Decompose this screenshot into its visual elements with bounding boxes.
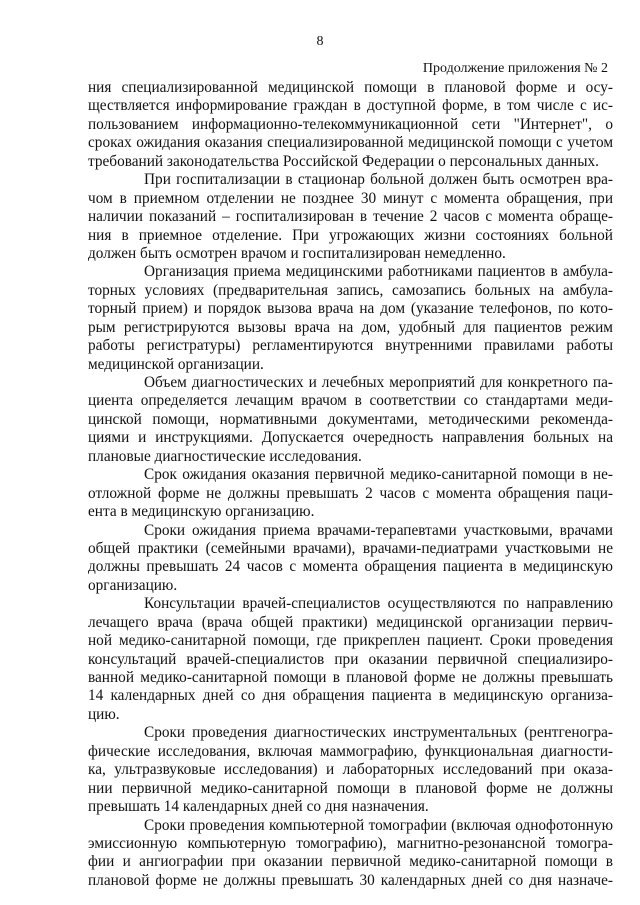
paragraph (88, 79, 613, 171)
paragraph (88, 171, 613, 263)
text-line: ния специализированной медицинской помощи в плановой форме и осу- (88, 79, 613, 96)
paragraph (88, 522, 613, 596)
text-line: Организация приема медицинскими работниками пациентов в амбула- (144, 263, 613, 281)
text-line: плановой форме не должны превышать 30 календарных дней со дня назначе- (88, 871, 613, 889)
text-line: фии и ангиографии при оказании первичной медико-санитарной помощи в (88, 853, 613, 871)
paragraph (88, 466, 613, 521)
text-line: циента определяется лечащим врачом в соответствии со стандартами меди- (88, 392, 613, 410)
text-line: плановые диагностические исследования. (88, 447, 362, 465)
text-line: При госпитализации в стационар больной должен быть осмотрен вра- (144, 171, 613, 189)
text-line: Срок ожидания оказания первичной медико-санитарной помощи в не- (144, 466, 613, 484)
text-line: Сроки ожидания приема врачами-терапевтами участковыми, врачами (144, 521, 613, 539)
text-line: Сроки проведения диагностических инструментальных (рентгеногра- (144, 724, 613, 742)
paragraph (88, 595, 613, 724)
text-line: работы регистратуры) регламентируются внутренними правилами работы (88, 337, 613, 355)
text-line: пользованием информационно-телекоммуникационной сети "Интернет", о (88, 115, 613, 133)
text-line: цинской помощи, нормативными документами, методическими рекоменда- (88, 410, 613, 428)
text-line: ществляется информирование граждан в доступной форме, в том числе с ис- (88, 97, 613, 115)
text-line: ванной медико-санитарной помощи в плановой форме не должны превышать (88, 669, 613, 686)
text-line: общей практики (семейными врачами), врачами-педиатрами участковыми не (88, 539, 613, 557)
text-line: фические исследования, включая маммографию, функциональная диагности- (88, 742, 613, 760)
text-line: цию. (88, 705, 120, 723)
text-line: сроках ожидания оказания специализированной медицинской помощи с учетом (88, 134, 613, 152)
text-line: циями и инструкциями. Допускается очередность направления больных на (88, 429, 613, 447)
text-line: ной медико-санитарной помощи, где прикреплен пациент. Сроки проведения (88, 632, 613, 650)
text-line: Сроки проведения компьютерной томографии (включая однофотонную (144, 816, 613, 834)
text-line: 14 календарных дней со дня обращения пациента в медицинскую организа- (88, 687, 613, 705)
paragraph (88, 817, 613, 891)
text-line: превышать 14 календарных дней со дня назначения. (88, 798, 429, 816)
text-line: эмиссионную компьютерную томографию), магнитно-резонансной томогра- (88, 834, 613, 852)
text-line: чом в приемном отделении не позднее 30 минут с момента обращения, при (88, 189, 613, 207)
text-line: торных условиях (предварительная запись, самозапись больных на амбула- (88, 281, 613, 299)
appendix-label: Продолжение приложения № 2 (422, 61, 608, 76)
text-line: организацию. (88, 576, 178, 594)
text-line: лечащего врача (врача общей практики) медицинской организации первич- (88, 613, 613, 631)
text-line: Консультации врачей-специалистов осуществляются по направлению (144, 595, 613, 613)
text-line: наличии показаний – госпитализирован в течение 2 часов с момента обраще- (88, 208, 613, 226)
page-number: 8 (316, 34, 324, 49)
text-line: ента в медицинскую организацию. (88, 503, 315, 521)
text-line: Объем диагностических и лечебных мероприятий для конкретного па- (144, 374, 613, 391)
text-line: ния в приемное отделение. При угрожающих жизни состояниях больной (88, 226, 613, 244)
text-line: рым регистрируются вызовы врача на дом, удобный для пациентов режим (88, 318, 613, 336)
text-line: торный прием) и порядок вызова врача на дом (указание телефонов, по кото- (88, 300, 613, 318)
text-line: нии первичной медико-санитарной помощи в плановой форме не должны (88, 779, 613, 797)
text-line: требований законодательства Российской Федерации о персональных данных. (88, 152, 599, 170)
paragraph (88, 724, 613, 816)
text-line: консультаций врачей-специалистов при оказании первичной специализиро- (88, 650, 613, 668)
paragraph (88, 374, 613, 466)
text-line: медицинской организации. (88, 355, 264, 373)
text-line: ка, ультразвуковые исследования) и лабораторных исследований при оказа- (88, 761, 613, 779)
text-line: должны превышать 24 часов с момента обращения пациента в медицинскую (88, 558, 613, 576)
text-line: должен быть осмотрен врачом и госпитализирован немедленно. (88, 244, 506, 262)
document-body (88, 79, 613, 890)
paragraph (88, 263, 613, 374)
text-line: отложной форме не должны превышать 2 часов с момента обращения паци- (88, 484, 613, 502)
